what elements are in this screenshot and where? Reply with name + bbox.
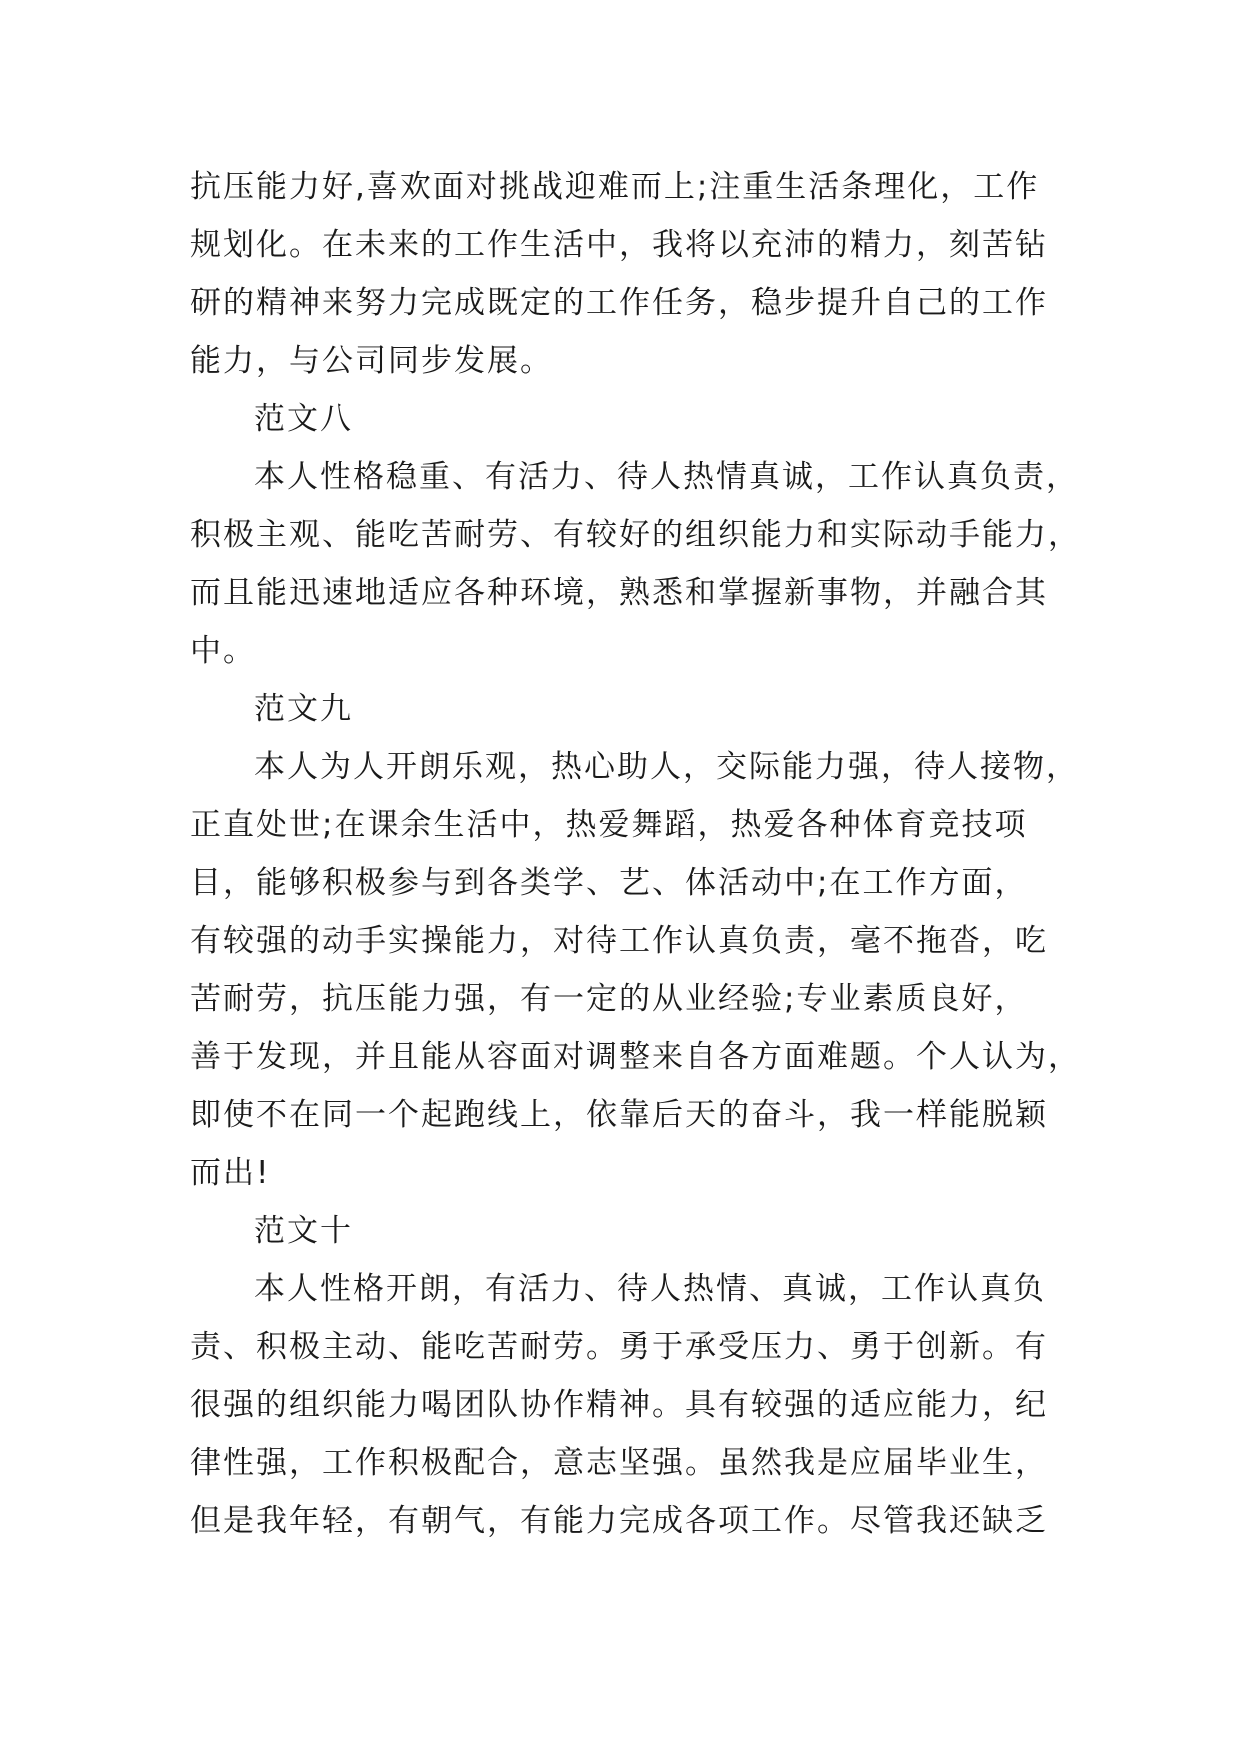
section-heading: 范文九 <box>254 691 353 727</box>
section-heading: 范文十 <box>254 1213 353 1249</box>
text-line: 律性强，工作积极配合，意志坚强。虽然我是应届毕业生， <box>190 1445 1048 1481</box>
text-line: 有较强的动手实操能力，对待工作认真负责，毫不拖沓，吃 <box>190 923 1048 959</box>
text-line: 本人性格稳重、有活力、待人热情真诚，工作认真负责， <box>254 459 1079 495</box>
text-line: 积极主观、能吃苦耐劳、有较好的组织能力和实际动手能力， <box>190 517 1081 553</box>
text-line: 但是我年轻，有朝气，有能力完成各项工作。尽管我还缺乏 <box>190 1503 1048 1539</box>
text-line: 中。 <box>190 633 256 669</box>
text-line: 目，能够积极参与到各类学、艺、体活动中;在工作方面， <box>190 865 1028 901</box>
text-line: 苦耐劳，抗压能力强，有一定的从业经验;专业素质良好， <box>190 981 1028 1017</box>
text-line: 很强的组织能力喝团队协作精神。具有较强的适应能力，纪 <box>190 1387 1048 1423</box>
text-line: 抗压能力好,喜欢面对挑战迎难而上;注重生活条理化，工作 <box>190 169 1040 205</box>
text-line: 善于发现，并且能从容面对调整来自各方面难题。个人认为， <box>190 1039 1081 1075</box>
text-line: 本人为人开朗乐观，热心助人，交际能力强，待人接物， <box>254 749 1079 785</box>
text-line: 而且能迅速地适应各种环境，熟悉和掌握新事物，并融合其 <box>190 575 1048 611</box>
text-line: 即使不在同一个起跑线上，依靠后天的奋斗，我一样能脱颖 <box>190 1097 1048 1133</box>
text-line: 责、积极主动、能吃苦耐劳。勇于承受压力、勇于创新。有 <box>190 1329 1048 1365</box>
text-line: 本人性格开朗，有活力、待人热情、真诚，工作认真负 <box>254 1271 1046 1307</box>
text-line: 研的精神来努力完成既定的工作任务，稳步提升自己的工作 <box>190 285 1048 321</box>
section-heading: 范文八 <box>254 401 353 437</box>
text-line: 而出! <box>190 1155 271 1191</box>
text-line: 能力，与公司同步发展。 <box>190 343 553 379</box>
text-line: 正直处世;在课余生活中，热爱舞蹈，热爱各种体育竞技项 <box>190 807 1028 843</box>
text-line: 规划化。在未来的工作生活中，我将以充沛的精力，刻苦钻 <box>190 227 1048 263</box>
body-text <box>190 158 1081 1550</box>
